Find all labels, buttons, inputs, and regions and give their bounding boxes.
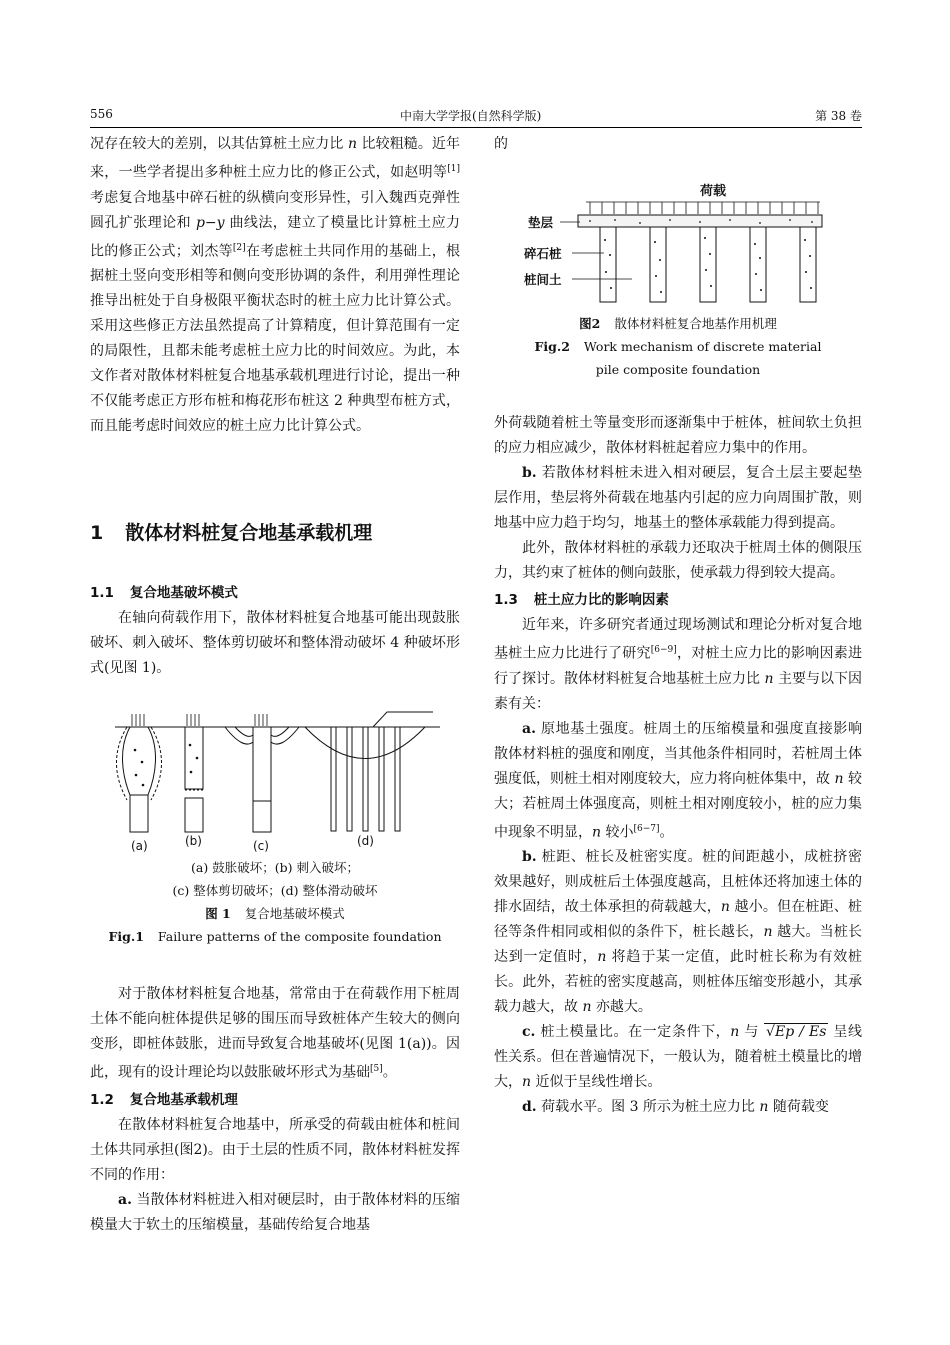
fig2-load-label: 荷载	[700, 184, 727, 199]
fig1-caption-en: Fig.1 Failure patterns of the composite foundation	[108, 929, 442, 944]
right-column-top	[494, 132, 862, 157]
paragraph-confinement: 此外，散体材料桩的承载力还取决于桩周土体的侧限压力，其约束了桩体的侧向鼓胀，使承载力得到较大提高。	[494, 540, 862, 581]
citation: [2]	[232, 242, 246, 253]
subsection-1-2-heading: 1.2 复合地基承载机理	[90, 1091, 238, 1108]
load-arrows	[132, 714, 267, 726]
fig1-label-d: (d)	[357, 834, 374, 848]
figure-2-caption	[494, 312, 862, 381]
fig1-label-c: (c)	[253, 839, 269, 853]
page-number: 556	[90, 107, 113, 121]
citation: [6−9]	[650, 645, 677, 655]
citation: [1]	[447, 164, 460, 174]
paragraph-factor-c: c. 桩土模量比。在一定条件下，n 与 √Ep / Es 呈线性关系。但在普遍情况下，一般认为，随着桩土模量比的增大，n 近似于呈线性增长。	[494, 1024, 863, 1091]
fig1-label-b: (b)	[185, 834, 202, 848]
figure-1-diagram	[105, 700, 445, 860]
fig2-caption-en1: Fig.2 Work mechanism of discrete material	[534, 339, 822, 354]
left-column	[90, 132, 460, 439]
paragraph-case-b: b. 若散体材料桩未进入相对硬层，复合土层主要起垫层作用，垫层将外荷载在地基内引起的应力向周围扩散，则地基中应力趋于均匀，地基土的整体承载能力得到提高。	[494, 465, 863, 531]
paragraph-influencing-factors: 近年来，许多研究者通过现场测试和理论分析对复合地基桩土应力比进行了研究[6−9]，对桩土应力比的影响因素进行了探讨。散体材料桩复合地基桩土应力比 n 主要与以下因素有关：	[494, 617, 863, 712]
paragraph-failure-modes: 在轴向荷载作用下，散体材料桩复合地基可能出现鼓胀破坏、刺入破坏、整体剪切破坏和整体滑动破坏 4 种破坏形式(见图 1)。	[90, 610, 460, 676]
fig2-pile-label: 碎石桩	[524, 246, 562, 261]
paragraph-bulging: 对于散体材料桩复合地基，常常由于在荷载作用下桩周土体不能向桩体提供足够的围压而导致桩体产生较大的侧向变形，即桩体鼓胀，进而导致复合地基破坏(见图 1(a))。因此，现有的设计理论均以鼓胀破坏形式为基础[5]。	[90, 986, 460, 1081]
page-header	[90, 103, 862, 128]
fig2-load-arrows	[586, 202, 820, 214]
paragraph-case-a: a. 当散体材料桩进入相对硬层时，由于散体材料的压缩模量大于软土的压缩模量，基础传给复合地基	[90, 1191, 461, 1233]
figure-2-diagram	[520, 180, 840, 310]
paragraph-bearing-mechanism: 在散体材料桩复合地基中，所承受的荷载由桩体和桩间土体共同承担(图2)。由于土层的性质不同，散体材料桩发挥不同的作用：	[90, 1116, 460, 1183]
stone-columns	[600, 227, 816, 302]
fig1-caption-line2: (c) 整体剪切破坏；(d) 整体滑动破坏	[172, 883, 378, 898]
paragraph-factor-b: b. 桩距、桩长及桩密实度。桩的间距越小，成桩挤密效果越好，则成桩后土体强度越高，且桩体还将加速土体的排水固结，故土体承担的荷载越大，n 越小。但在桩距、桩径等条件相同或相似的条件下，桩长越长，n 越大。当桩长达到一定值时，n 将趋于某一定值，此时桩长称为有效桩长。此外，若桩的密实度越高，则桩体压缩变形越小，其承载力越大，故 n 亦越大。	[494, 849, 863, 1016]
cushion-layer	[578, 215, 822, 227]
fig1-caption-cn: 图 1 复合地基破坏模式	[205, 906, 345, 921]
pile-b-punching	[185, 727, 203, 832]
modulus-ratio-formula: Ep / Es	[774, 1024, 827, 1041]
fig2-cushion-label: 垫层	[528, 215, 554, 230]
pile-c-shear	[225, 727, 299, 832]
right-column-body	[494, 411, 862, 1120]
paragraph-factor-d: d. 荷载水平。图 3 所示为桩土应力比 n 随荷载变	[522, 1099, 829, 1116]
paragraph-factor-a: a. 原地基土强度。桩周土的压缩模量和强度直接影响散体材料桩的强度和刚度，当其他条件相同时，若桩周土体强度低，则桩土相对刚度较大，应力将向桩体集中，故 n 较大；若桩周土体强度高，则桩土相对刚度较小，桩的应力集中现象不明显，n 较小[6−7]。	[494, 720, 863, 841]
pile-group-d-sliding	[305, 712, 433, 831]
volume-label: 第 38 卷	[815, 109, 862, 123]
fig2-caption-en2: pile composite foundation	[595, 362, 761, 377]
subsection-1-3-heading: 1.3 桩土应力比的影响因素	[494, 592, 669, 608]
paragraph-stress-concentration: 外荷载随着桩土等量变形而逐渐集中于桩体，桩间软土负担的应力相应减少，散体材料桩起着应力集中的作用。	[494, 415, 862, 456]
fig1-caption-line1: (a) 鼓胀破坏；(b) 刺入破坏；	[191, 860, 359, 875]
fig2-caption-cn: 图2 散体材料桩复合地基作用机理	[579, 316, 777, 331]
subsection-1-1-heading: 1.1 复合地基破坏模式	[90, 585, 238, 601]
figure-1-caption	[90, 856, 460, 948]
left-lower-text	[90, 982, 460, 1238]
section-1-heading: 1 散体材料桩复合地基承载机理	[90, 522, 373, 544]
section-1-1	[90, 581, 460, 681]
pile-a-bulging	[117, 727, 162, 832]
paragraph-continuation: 的	[494, 136, 508, 152]
journal-title: 中南大学学报(自然科学版)	[400, 109, 542, 123]
citation: [6−7]	[633, 823, 660, 834]
fig2-soil-label: 桩间土	[524, 272, 562, 287]
fig1-label-a: (a)	[131, 839, 148, 853]
citation: [5]	[370, 1064, 383, 1074]
paragraph-intro: 况存在较大的差别，以其估算桩土应力比 n 比较粗糙。近年来，一些学者提出多种桩土应力比的修正公式，如赵明等[1]考虑复合地基中碎石桩的纵横向变形异性，引入魏西克弹性圆孔扩张理论和 p−y 曲线法，建立了模量比计算桩土应力比的修正公式；刘杰等[2]在考虑桩土共同作用的基础上，根据桩土竖向变形相等和侧向变形协调的条件，利用弹性理论推导出桩处于自身极限平衡状态时的桩土应力比计算公式。采用这些修正方法虽然提高了计算精度，但计算范围有一定的局限性，且都未能考虑桩土应力比的时间效应。为此，本文作者对散体材料桩复合地基承载机理进行讨论，提出一种不仅能考虑正方形布桩和梅花形布桩这 2 种典型布桩方式，而且能考虑时间效应的桩土应力比计算公式。	[90, 136, 461, 435]
